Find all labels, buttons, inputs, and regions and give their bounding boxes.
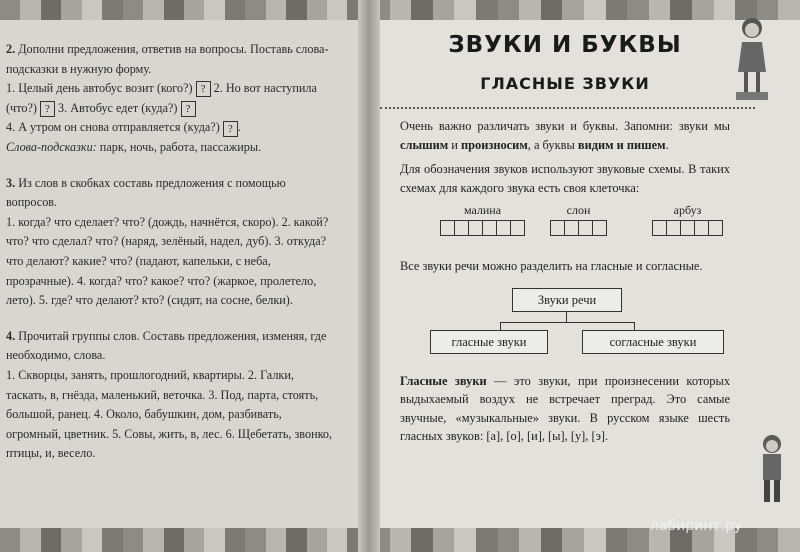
question-box: ? [181, 101, 196, 117]
stripe-cell [562, 528, 584, 552]
stripe-cell [164, 528, 184, 552]
sound-schemes [400, 203, 730, 251]
task-2-number: 2. [6, 42, 16, 56]
stripe-cell [692, 0, 714, 20]
stripe-cell [225, 528, 245, 552]
diagram-connector [566, 312, 567, 322]
stripe-cell [411, 528, 433, 552]
task-2-sentence-2: 2. Но вот наступила (что?) [6, 81, 317, 115]
stripe-cell [307, 528, 327, 552]
scheme-cells [550, 220, 607, 236]
stripe-cell [454, 0, 476, 20]
stripe-cell [0, 528, 20, 552]
scheme-cells [440, 220, 525, 236]
stripe-cell [266, 0, 286, 20]
stripe-cell [606, 528, 628, 552]
stripe-cell [627, 0, 649, 20]
task-4 [6, 327, 336, 464]
book-gutter [358, 0, 380, 552]
task-3 [6, 174, 336, 311]
left-page-text [6, 40, 336, 472]
mascot-boy-icon [752, 430, 792, 510]
sound-scheme [440, 203, 525, 236]
dotted-divider [380, 107, 755, 109]
stripe-cell [20, 528, 40, 552]
scheme-cell [441, 221, 455, 235]
diagram-consonants-box: согласные звуки [582, 330, 724, 354]
stripe-cell [225, 0, 245, 20]
stripe-cell [245, 0, 265, 20]
stripe-cell [519, 528, 541, 552]
paragraph-division: Все звуки речи можно разделить на гласные и согласные. [400, 259, 703, 273]
left-top-stripe [0, 0, 368, 20]
mascot-girl-icon [732, 12, 772, 102]
question-box: ? [223, 121, 238, 137]
diagram-connector [500, 322, 501, 330]
watermark: лабиринт.ру [650, 518, 743, 534]
paragraph-vowels: Гласные звуки — это звуки, при произнесении которых выдыхаемый воздух не встречает преград. Это самые звучные, «музыкальные» звуки. В русском языке шесть гласных звуков: [а], [о], [и], [ы], [у], [э]. [400, 373, 731, 443]
stripe-cell [307, 0, 327, 20]
question-box: ? [196, 81, 211, 97]
stripe-cell [245, 528, 265, 552]
question-box: ? [40, 101, 55, 117]
stripe-cell [327, 0, 347, 20]
stripe-cell [649, 0, 671, 20]
task-4-number: 4. [6, 328, 16, 343]
stripe-cell [476, 0, 498, 20]
task-3-lines: 1. когда? что сделает? что? (дождь, начнётся, скоро). 2. какой? что? что сделал? что? (наряд, зелёный, надел, дуб). 3. откуда? что делают? какие? что? (падают, капельки, с неба, прозрачные). 4. когда? что? какое? что? (жаркое, пролетело, лето). 5. где? что делают? кто? (сидят, на сосне, белки). [6, 214, 329, 308]
task-2-intro: Дополни предложения, ответив на вопросы. Поставь слова-подсказки в нужную форму. [6, 42, 329, 76]
speech-sounds-diagram [400, 282, 730, 354]
stripe-cell [143, 528, 163, 552]
stripe-cell [433, 0, 455, 20]
stripe-cell [411, 0, 433, 20]
stripe-cell [390, 0, 412, 20]
scheme-cell [551, 221, 565, 235]
stripe-cell [584, 0, 606, 20]
task-2: 2. Дополни предложения, ответив на вопросы. Поставь слова-подсказки в нужную форму. 1. Целый день автобус возит (кого?) ? 2. Но вот наступила (что?) ? 3. Автобус едет (куда?) ? 4. А утром он снова отправляется (куда?) ? . Слова-подсказки: парк, ночь, работа, пассажиры. [6, 42, 329, 154]
stripe-cell [184, 0, 204, 20]
task-4-lines: 1. Скворцы, занять, прошлогодний, квартиры. 2. Галки, таскать, в, гнёзда, маленький, веточка. 3. Под, парта, стоять, большой, ранец. 4. Около, бабушкин, дом, разбивать, огромный, цветник. 5. Совы, жить, в, лес. 6. Щебетать, звонко, птицы, и, весело. [6, 367, 333, 461]
left-page [0, 0, 368, 552]
stripe-cell [41, 528, 61, 552]
stripe-cell [0, 0, 20, 20]
scheme-cell [709, 221, 722, 235]
stripe-cell [519, 0, 541, 20]
scheme-cell [653, 221, 667, 235]
stripe-cell [498, 528, 520, 552]
stripe-cell [164, 0, 184, 20]
stripe-cell [541, 528, 563, 552]
stripe-cell [266, 528, 286, 552]
hint-words: парк, ночь, работа, пассажиры. [96, 139, 262, 154]
stripe-cell [627, 528, 649, 552]
stripe-cell [757, 528, 779, 552]
stripe-cell [454, 528, 476, 552]
left-bottom-stripe [0, 528, 368, 552]
scheme-cell [667, 221, 681, 235]
stripe-cell [606, 0, 628, 20]
paragraph-sounds-letters: Очень важно различать звуки и буквы. Запомни: звуки мы слышим и произносим, а буквы видим и пишем. [400, 119, 730, 152]
scheme-word: малина [463, 203, 502, 217]
stripe-cell [102, 528, 122, 552]
section-subtitle: ГЛАСНЫЕ ЗВУКИ [480, 74, 650, 93]
sound-scheme [550, 203, 607, 236]
task-4-intro: Прочитай группы слов. Составь предложения, изменяя, где необходимо, слова. [6, 328, 327, 363]
scheme-cell [565, 221, 579, 235]
stripe-cell [41, 0, 61, 20]
scheme-cell [681, 221, 695, 235]
scheme-cell [483, 221, 497, 235]
stripe-cell [390, 528, 412, 552]
stripe-cell [61, 0, 81, 20]
scheme-word: арбуз [673, 203, 702, 217]
stripe-cell [562, 0, 584, 20]
stripe-cell [102, 0, 122, 20]
stripe-cell [670, 0, 692, 20]
task-2-sentence-4: 4. А утром он снова отправляется (куда?) [6, 120, 223, 135]
stripe-cell [541, 0, 563, 20]
sound-scheme [652, 203, 723, 236]
scheme-word: слон [566, 203, 591, 217]
stripe-cell [82, 0, 102, 20]
scheme-cell [695, 221, 709, 235]
stripe-cell [143, 0, 163, 20]
stripe-cell [204, 528, 224, 552]
scheme-cell [579, 221, 593, 235]
scheme-cell [497, 221, 511, 235]
paragraph-schemes: Для обозначения звуков используют звуковые схемы. В таких схемах для каждого звука есть своя клеточка: [400, 162, 730, 195]
stripe-cell [61, 528, 81, 552]
stripe-cell [778, 528, 800, 552]
stripe-cell [476, 528, 498, 552]
stripe-cell [584, 528, 606, 552]
stripe-cell [778, 0, 800, 20]
task-2-sentence-1: 1. Целый день автобус возит (кого?) [6, 81, 196, 96]
stripe-cell [498, 0, 520, 20]
scheme-cell [469, 221, 483, 235]
task-3-number: 3. [6, 175, 16, 190]
hint-label: Слова-подсказки: [6, 139, 97, 154]
diagram-vowels-box: гласные звуки [430, 330, 548, 354]
stripe-cell [82, 528, 102, 552]
stripe-cell [184, 528, 204, 552]
chapter-title: ЗВУКИ И БУКВЫ [448, 32, 682, 58]
task-3-intro: Из слов в скобках составь предложения с помощью вопросов. [6, 175, 286, 210]
stripe-cell [433, 528, 455, 552]
diagram-root-box: Звуки речи [512, 288, 622, 312]
stripe-cell [286, 0, 306, 20]
scheme-cell [455, 221, 469, 235]
stripe-cell [123, 0, 143, 20]
stripe-cell [286, 528, 306, 552]
stripe-cell [327, 528, 347, 552]
scheme-cell [593, 221, 606, 235]
stripe-cell [123, 528, 143, 552]
stripe-cell [204, 0, 224, 20]
task-2-sentence-3: 3. Автобус едет (куда?) [54, 100, 181, 115]
scheme-cell [511, 221, 524, 235]
scheme-cells [652, 220, 723, 236]
right-page-text [400, 26, 730, 452]
diagram-connector [500, 322, 634, 323]
diagram-connector [634, 322, 635, 330]
stripe-cell [20, 0, 40, 20]
